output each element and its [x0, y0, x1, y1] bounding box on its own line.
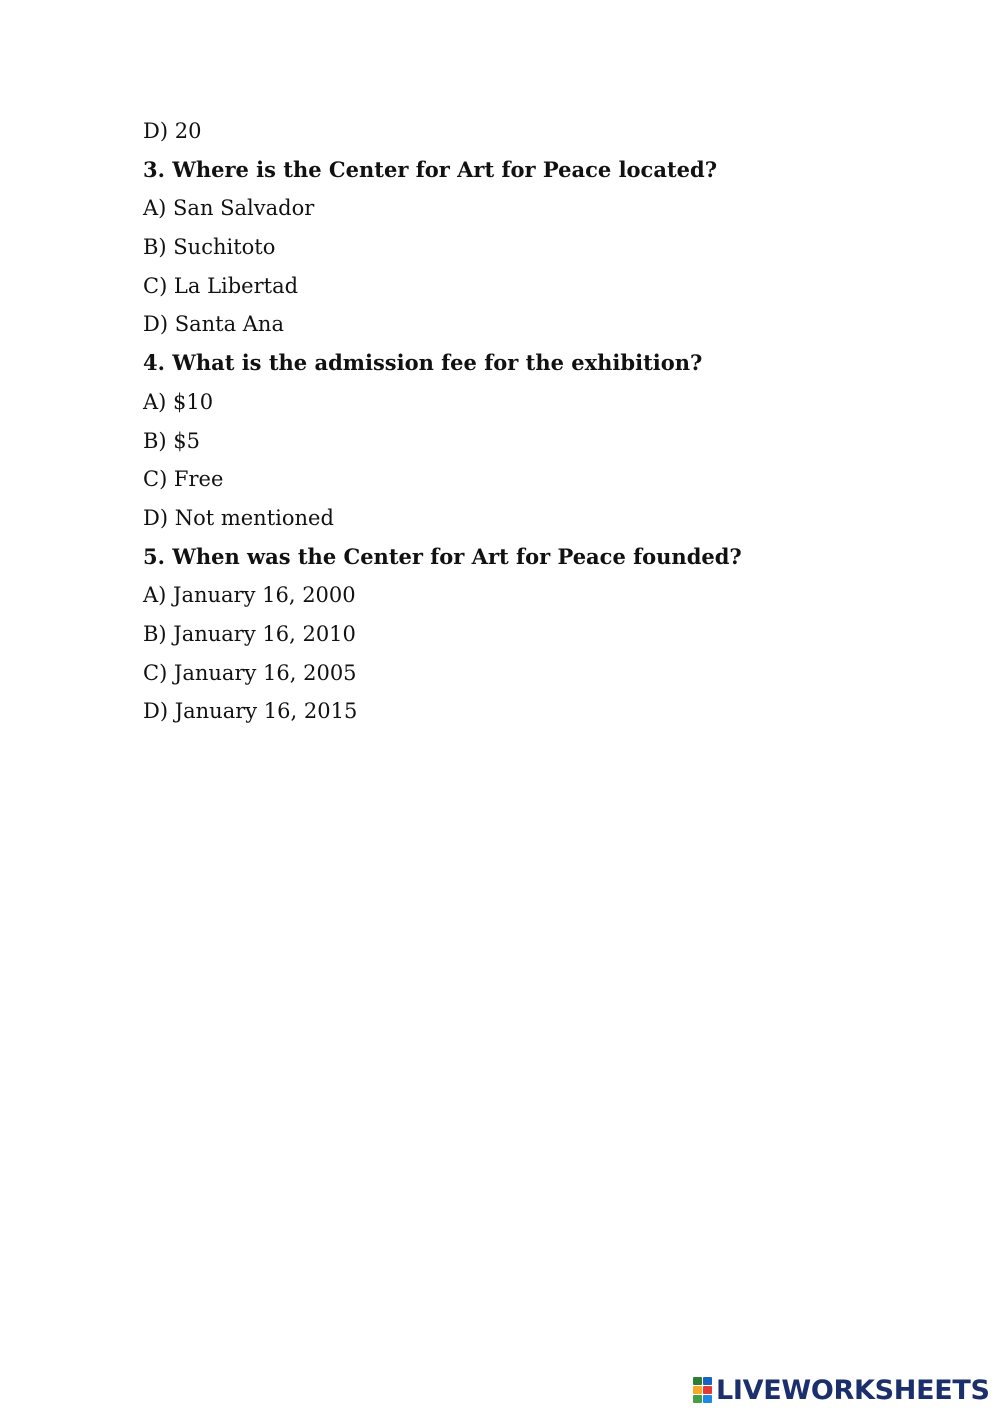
question-heading: 3. Where is the Center for Art for Peace located?: [143, 156, 717, 182]
answer-option: B) $5: [143, 428, 201, 453]
logo-block: [693, 1395, 702, 1403]
answer-option: A) $10: [143, 389, 214, 414]
logo-block: [693, 1377, 702, 1385]
answer-option: C) La Libertad: [143, 273, 299, 298]
answer-option: A) January 16, 2000: [143, 583, 356, 608]
answer-option: D) 20: [143, 119, 202, 143]
answer-option: B) January 16, 2010: [143, 621, 356, 646]
worksheet-content: [143, 112, 923, 731]
answer-option: C) January 16, 2005: [143, 660, 357, 685]
answer-option: D) Santa Ana: [143, 312, 284, 337]
question-heading: 4. What is the admission fee for the exhibition?: [143, 350, 703, 376]
answer-option: D) January 16, 2015: [143, 699, 358, 724]
question-heading: 5. When was the Center for Art for Peace founded?: [143, 543, 742, 569]
logo-block: [693, 1386, 702, 1394]
liveworksheets-logo: [693, 1372, 990, 1408]
logo-text: LIVEWORKSHEETS: [716, 1374, 990, 1406]
logo-block: [703, 1386, 712, 1394]
logo-blocks-icon: [693, 1377, 713, 1403]
answer-option: A) San Salvador: [143, 196, 315, 221]
answer-option: C) Free: [143, 467, 224, 492]
logo-block: [703, 1395, 712, 1403]
logo-block: [703, 1377, 712, 1385]
answer-option: D) Not mentioned: [143, 505, 334, 530]
answer-option: B) Suchitoto: [143, 235, 276, 260]
